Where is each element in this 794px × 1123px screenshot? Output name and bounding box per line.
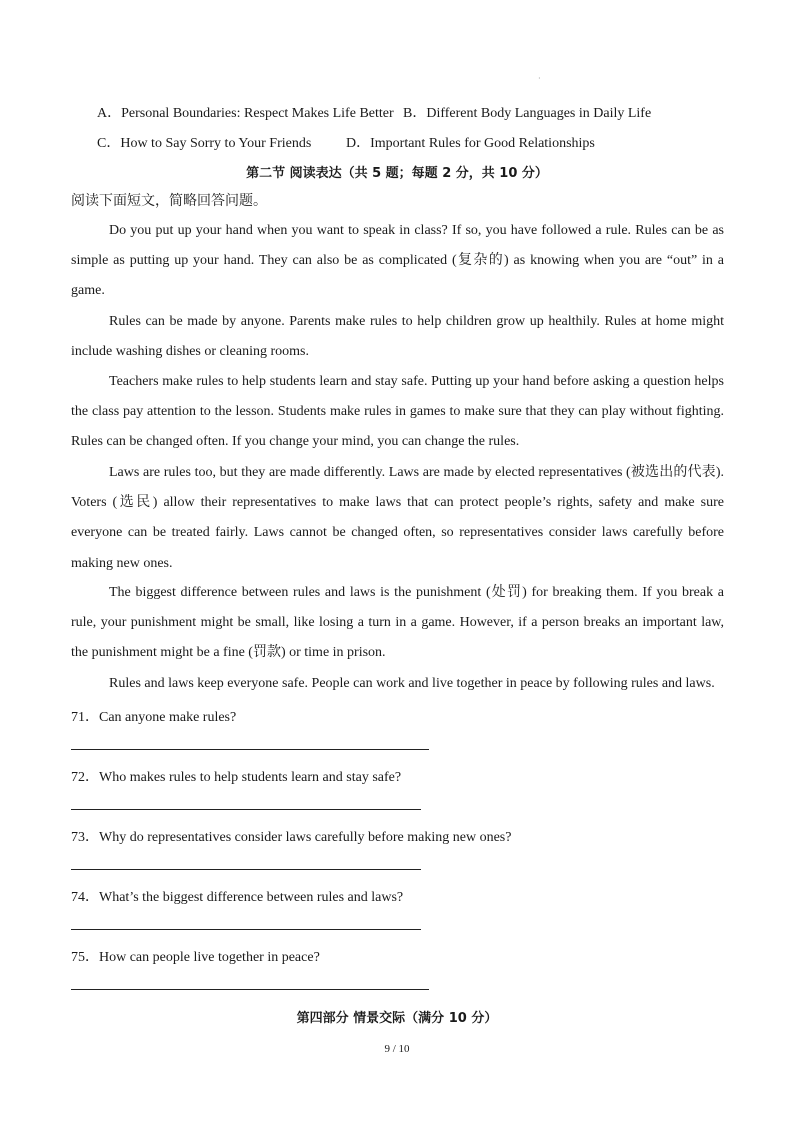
answer-line-71[interactable]	[71, 749, 429, 750]
question-74: 74．What’s the biggest difference between rules and laws?	[71, 890, 404, 905]
passage-paragraph: Rules can be made by anyone. Parents make rules to help children grow up healthily. Rules at home might include washing dishes or cleaning rooms.	[71, 314, 724, 360]
passage-paragraph: Do you put up your hand when you want to speak in class? If so, you have followed a rule. Rules can be as simple as putting up your hand. They can also be as complicated (复杂的) as knowing when you are “out” in a game.	[71, 223, 724, 299]
option-d: D．Important Rules for Good Relationships	[346, 136, 595, 151]
passage-paragraph: Rules and laws keep everyone safe. People can work and live together in peace by following rules and laws.	[109, 676, 715, 691]
section-2-title: 第二节 阅读表达（共 5 题；每题 2 分，共 10 分）	[246, 166, 548, 181]
part-4-title: 第四部分 情景交际（满分 10 分）	[296, 1011, 498, 1026]
question-73: 73．Why do representatives consider laws carefully before making new ones?	[71, 830, 512, 845]
answer-line-73[interactable]	[71, 869, 421, 870]
question-75: 75．How can people live together in peace?	[71, 950, 320, 965]
question-72: 72．Who makes rules to help students learn and stay safe?	[71, 770, 402, 785]
option-c: C．How to Say Sorry to Your Friends	[97, 136, 312, 151]
answer-line-74[interactable]	[71, 929, 421, 930]
answer-line-72[interactable]	[71, 809, 421, 810]
option-b: B．Different Body Languages in Daily Life	[403, 106, 652, 121]
passage-paragraph: Teachers make rules to help students learn and stay safe. Putting up your hand before asking a question helps the class pay attention to the lesson. Students make rules in games to make sure that they can play without fighting. Rules can be changed often. If you change your mind, you can change the rules.	[71, 374, 724, 450]
instruction: 阅读下面短文，简略回答问题。	[71, 193, 267, 209]
scan-dot: ·	[538, 74, 541, 83]
passage-paragraph: The biggest difference between rules and laws is the punishment (处罚) for breaking them. If you break a rule, your punishment might be small, like losing a turn in a game. However, if a person breaks an important law, the punishment might be a fine (罚款) or time in prison.	[71, 585, 724, 661]
answer-line-75[interactable]	[71, 989, 429, 990]
page-number: 9 / 10	[384, 1043, 410, 1055]
question-71: 71．Can anyone make rules?	[71, 710, 237, 725]
passage-paragraph: Laws are rules too, but they are made differently. Laws are made by elected representatives (被选出的代表). Voters (选民) allow their representatives to make laws that can protect people’s rights, safety and make sure everyone can be treated fairly. Laws cannot be changed often, so representatives consider laws carefully before making new ones.	[71, 465, 724, 571]
option-a: A．Personal Boundaries: Respect Makes Life Better	[97, 106, 394, 121]
